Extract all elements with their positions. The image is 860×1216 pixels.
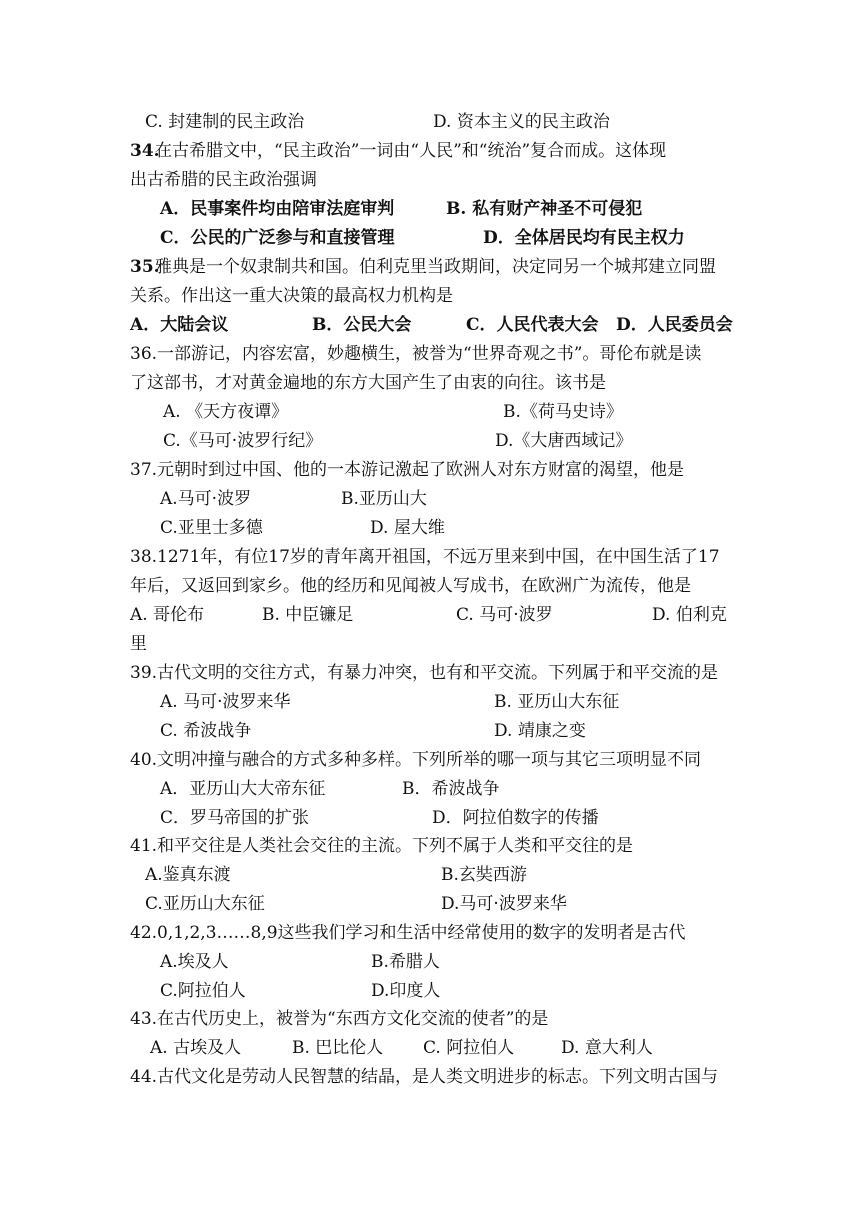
option-line: C．罗马帝国的扩张 (160, 808, 310, 828)
option-line: A.马可·波罗 (160, 489, 252, 509)
option-line: C．人民代表大会 (466, 315, 599, 335)
option-line: B. 亚历山大东征 (494, 692, 620, 712)
question-text: 37.元朝时到过中国、他的一本游记激起了欧洲人对东方财富的渴望，他是 (130, 460, 685, 480)
option-line: A. 哥伦布 (130, 605, 205, 625)
option-line: D.《大唐西域记》 (495, 431, 633, 451)
question-text: 43.在古代历史上，被誉为“东西方文化交流的使者”的是 (130, 1009, 549, 1029)
option-line: D．人民委员会 (616, 315, 733, 335)
question-text: 雅典是一个奴隶制共和国。伯利克里当政期间，决定同另一个城邦建立同盟 (155, 257, 716, 277)
option-line: A. 马可·波罗来华 (160, 692, 291, 712)
option-line: D.印度人 (371, 981, 441, 1001)
option-line: A．民事案件均由陪审法庭审判 (160, 199, 395, 219)
option-line: B.亚历山大 (341, 489, 427, 509)
option-line: B. 巴比伦人 (292, 1038, 384, 1058)
option-line: C. 希波战争 (160, 721, 252, 741)
option-line: C．公民的广泛参与和直接管理 (160, 228, 395, 248)
question-text: 关系。作出这一重大决策的最高权力机构是 (130, 286, 453, 306)
question-text: 42.0,1,2,3……8,9这些我们学习和生活中经常使用的数字的发明者是古代 (130, 923, 686, 943)
option-line: C.亚里士多德 (160, 518, 263, 538)
option-line: A. 《天方夜谭》 (163, 402, 289, 422)
question-text: 在古希腊文中，“民主政治”一词由“人民”和“统治”复合而成。这体现 (155, 141, 667, 161)
option-line: A．亚历山大大帝东征 (160, 779, 326, 799)
option-line: C.亚历山大东征 (145, 894, 265, 914)
option-line: B.玄奘西游 (441, 865, 527, 885)
option-line: D.马可·波罗来华 (441, 894, 567, 914)
question-text: 里 (130, 634, 147, 654)
question-text: 了这部书，才对黄金遍地的东方大国产生了由衷的向往。该书是 (130, 373, 606, 393)
option-line: A．大陆会议 (130, 315, 229, 335)
option-line: B.希腊人 (371, 952, 440, 972)
option-line: D. 资本主义的民主政治 (433, 112, 610, 132)
option-line: D．阿拉伯数字的传播 (432, 808, 599, 828)
option-line: A.埃及人 (160, 952, 229, 972)
option-line: D．全体居民均有民主权力 (483, 228, 685, 248)
option-line: C. 阿拉伯人 (423, 1038, 515, 1058)
question-text: 40.文明冲撞与融合的方式多种多样。下列所举的哪一项与其它三项明显不同 (130, 750, 702, 770)
option-line: B．希波战争 (402, 779, 500, 799)
option-line: D. 意大利人 (561, 1038, 653, 1058)
question-number: 34. (130, 141, 160, 161)
question-text: 年后，又返回到家乡。他的经历和见闻被人写成书，在欧洲广为流传，他是 (130, 576, 691, 596)
question-number: 35. (130, 257, 160, 277)
question-text: 出古希腊的民主政治强调 (130, 170, 317, 190)
question-text: 41.和平交往是人类社会交往的主流。下列不属于人类和平交往的是 (130, 836, 634, 856)
question-text: 36.一部游记，内容宏富，妙趣横生，被誉为“世界奇观之书”。哥伦布就是读 (130, 344, 702, 364)
option-line: C.《马可·波罗行纪》 (163, 431, 323, 451)
option-line: A.鉴真东渡 (145, 865, 231, 885)
option-line: B.《荷马史诗》 (503, 402, 623, 422)
question-text: 38.1271年，有位17岁的青年离开祖国，不远万里来到中国，在中国生活了17 (130, 547, 720, 567)
question-text: 39.古代文明的交往方式，有暴力冲突，也有和平交流。下列属于和平交流的是 (130, 663, 719, 683)
option-line: D. 靖康之变 (494, 721, 586, 741)
option-line: A. 古埃及人 (150, 1038, 242, 1058)
option-line: D. 屋大维 (370, 518, 445, 538)
question-text: 44.古代文化是劳动人民智慧的结晶，是人类文明进步的标志。下列文明古国与 (130, 1067, 719, 1087)
option-line: B. 私有财产神圣不可侵犯 (446, 199, 643, 219)
option-line: B. 中臣镰足 (262, 605, 354, 625)
option-line: D. 伯利克 (652, 605, 727, 625)
option-line: C. 封建制的民主政治 (145, 112, 305, 132)
option-line: C.阿拉伯人 (160, 981, 246, 1001)
option-line: C. 马可·波罗 (456, 605, 553, 625)
option-line: B．公民大会 (312, 315, 412, 335)
